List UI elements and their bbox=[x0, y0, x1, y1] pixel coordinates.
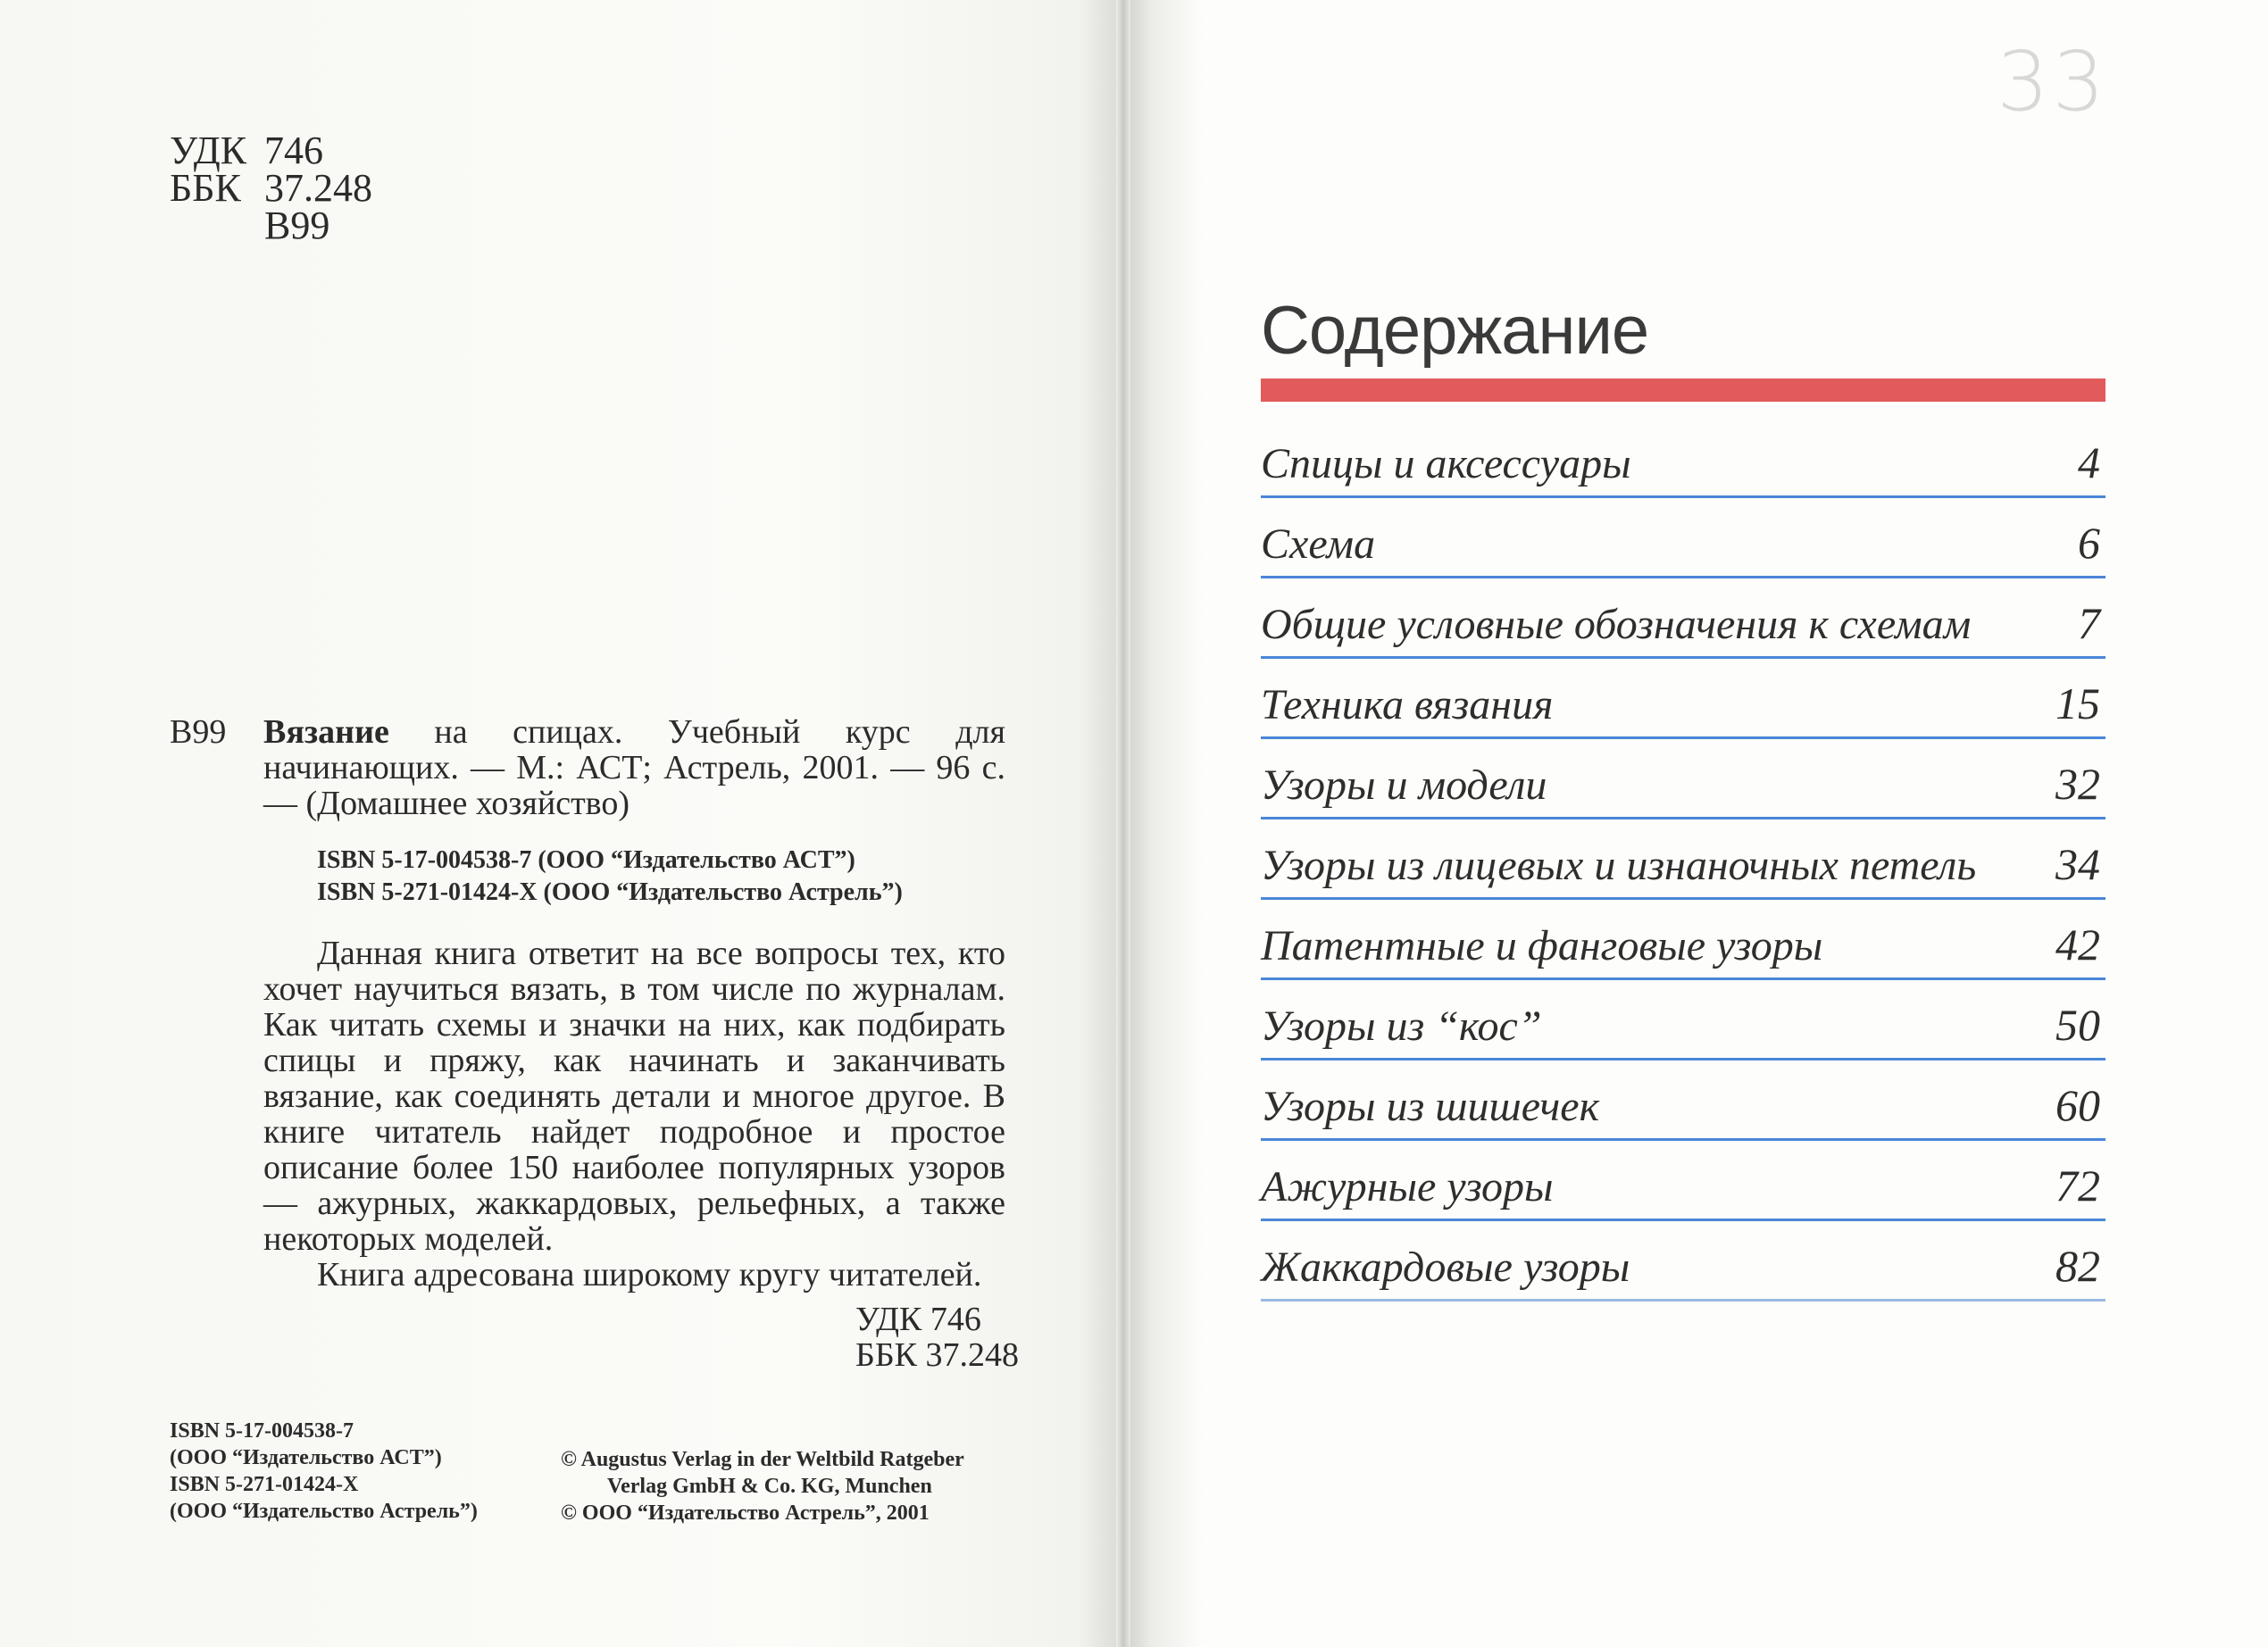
classification-bottom: УДК 746 ББК 37.248 bbox=[855, 1301, 1019, 1374]
toc-item[interactable]: Узоры и модели 32 bbox=[1261, 739, 2105, 819]
annotation-paragraph: Книга адресована широкому кругу читателей. bbox=[317, 1256, 982, 1293]
toc-title: Содержание bbox=[1261, 293, 1649, 369]
toc-list bbox=[1261, 418, 2105, 1302]
toc-accent-bar bbox=[1261, 378, 2105, 402]
toc-item[interactable]: Ажурные узоры 72 bbox=[1261, 1141, 2105, 1221]
toc-item[interactable]: Узоры из шишечек 60 bbox=[1261, 1061, 2105, 1141]
isbn-line: ISBN 5-17-004538-7 (ООО “Издательство АСТ”) bbox=[317, 846, 855, 874]
bibliographic-record bbox=[170, 714, 1005, 1293]
toc-item[interactable]: Общие условные обозначения к схемам 7 bbox=[1261, 578, 2105, 659]
toc-item[interactable]: Спицы и аксессуары 4 bbox=[1261, 418, 2105, 498]
entry-title: Вязание bbox=[263, 713, 389, 751]
annotation-paragraph: Данная книга ответит на все вопросы тех, кто хочет научиться вязать, в том числе по журналам. Как читать схемы и значки на них, как подбирать спицы и пряжу, как начинать и заканчивать вязание, как соединять детали и многое другое. В книге читатель найдет подробное и простое описание более 150 наиболее популярных узоров — ажурных, жаккардовых, рельефных, а также некоторых моделей. bbox=[263, 935, 1005, 1258]
toc-item[interactable]: Патентные и фанговые узоры 42 bbox=[1261, 900, 2105, 980]
footer-copyright: © Augustus Verlag in der Weltbild Ratgeber Verlag GmbH & Co. KG, Munchen © ООО “Издательство Астрель”, 2001 bbox=[561, 1448, 964, 1525]
handwritten-page-number: 33 bbox=[1997, 34, 2109, 129]
annotation bbox=[263, 936, 1005, 1293]
toc-item[interactable]: Техника вязания 15 bbox=[1261, 659, 2105, 739]
classification-bbk: ББК 37.248 bbox=[170, 166, 372, 210]
classification-udk: УДК 746 bbox=[170, 129, 323, 172]
entry-text: на спицах. Учебный курс для начинающих. — М.: АСТ; Астрель, 2001. — 96 с. — (Домашнее хозяйство) bbox=[263, 713, 1005, 822]
entry-code: В99 bbox=[170, 713, 227, 751]
toc-item[interactable]: Схема 6 bbox=[1261, 498, 2105, 578]
classification-block bbox=[170, 129, 372, 247]
table-of-contents bbox=[1261, 291, 2105, 1302]
footer-isbn: ISBN 5-17-004538-7 (ООО “Издательство АСТ”) ISBN 5-271-01424-X (ООО “Издательство Астрель”) bbox=[170, 1419, 478, 1523]
toc-item[interactable]: Жаккардовые узоры 82 bbox=[1261, 1221, 2105, 1302]
classification-author-mark: В99 bbox=[264, 204, 330, 247]
isbn-list bbox=[317, 844, 1005, 909]
entry-description bbox=[263, 714, 1005, 821]
toc-item[interactable]: Узоры из “кос” 50 bbox=[1261, 980, 2105, 1061]
book-gutter bbox=[1116, 0, 1130, 1647]
toc-item[interactable]: Узоры из лицевых и изнаночных петель 34 bbox=[1261, 819, 2105, 900]
isbn-line: ISBN 5-271-01424-X (ООО “Издательство Астрель”) bbox=[317, 878, 903, 906]
